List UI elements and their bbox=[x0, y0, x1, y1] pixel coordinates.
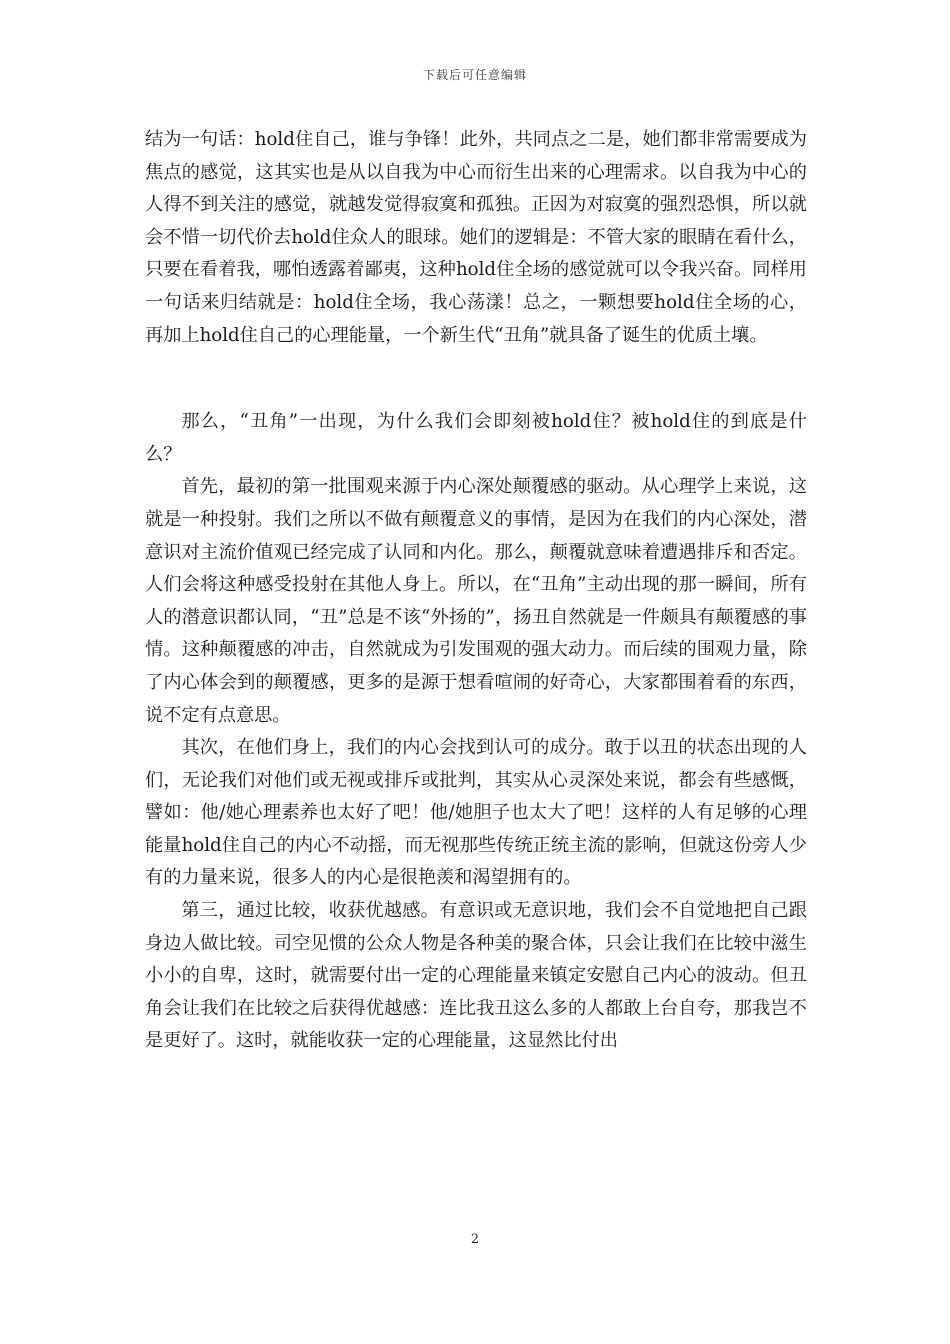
paragraph: 首先，最初的第一批围观来源于内心深处颠覆感的驱动。从心理学上来说，这就是一种投射。我们之所以不做有颠覆意义的事情，是因为在我们的内心深处，潜意识对主流价值观已经完成了认同和内化。那么，颠覆就意味着遭遇排斥和否定。人们会将这种感受投射在其他人身上。所以，在“丑角”主动出现的那一瞬间，所有人的潜意识都认同，“丑”总是不该“外扬的”，扬丑自然就是一件颇具有颠覆感的事情。这种颠覆感的冲击，自然就成为引发围观的强大动力。而后续的围观力量，除了内心体会到的颠覆感，更多的是源于想看喧闹的好奇心，大家都围着看的东西，说不定有点意思。 bbox=[145, 476, 807, 726]
page-header: 下载后可任意编辑 bbox=[422, 68, 527, 82]
paragraph-gap bbox=[145, 352, 807, 406]
paragraph: 结为一句话：hold住自己，谁与争锋！此外，共同点之二是，她们都非常需要成为焦点的感觉，这其实也是从以自我为中心而衍生出来的心理需求。以自我为中心的人得不到关注的感觉，就越发觉得寂寞和孤独。正因为对寂寞的强烈恐惧，所以就会不惜一切代价去hold住众人的眼球。她们的逻辑是：不管大家的眼睛在看什么，只要在看着我，哪怕透露着鄙夷，这种hold住全场的感觉就可以令我兴奋。同样用一句话来归结就是：hold住全场，我心荡漾！总之，一颗想要hold住全场的心，再加上hold住自己的心理能量，一个新生代“丑角”就具备了诞生的优质土壤。 bbox=[145, 129, 807, 346]
paragraph: 第三，通过比较，收获优越感。有意识或无意识地，我们会不自觉地把自己跟身边人做比较。司空见惯的公众人物是各种美的聚合体，只会让我们在比较中滋生小小的自卑，这时，就需要付出一定的心理能量来镇定安慰自己内心的波动。但丑角会让我们在比较之后获得优越感：连比我丑这么多的人都敢上台自夸，那我岂不是更好了。这时，就能收获一定的心理能量，这显然比付出 bbox=[145, 900, 807, 1052]
paragraph: 其次，在他们身上，我们的内心会找到认可的成分。敢于以丑的状态出现的人们，无论我们对他们或无视或排斥或批判，其实从心灵深处来说，都会有些感慨，譬如：他/她心理素养也太好了吧！他/她胆子也太大了吧！这样的人有足够的心理能量hold住自己的内心不动摇，而无视那些传统正统主流的影响，但就这份旁人少有的力量来说，很多人的内心是很艳羡和渴望拥有的。 bbox=[145, 737, 807, 889]
page-number: 2 bbox=[470, 1232, 480, 1247]
paragraph: 那么，“丑角”一出现，为什么我们会即刻被hold住？被hold住的到底是什么？ bbox=[145, 411, 807, 465]
document-body bbox=[145, 124, 807, 1058]
